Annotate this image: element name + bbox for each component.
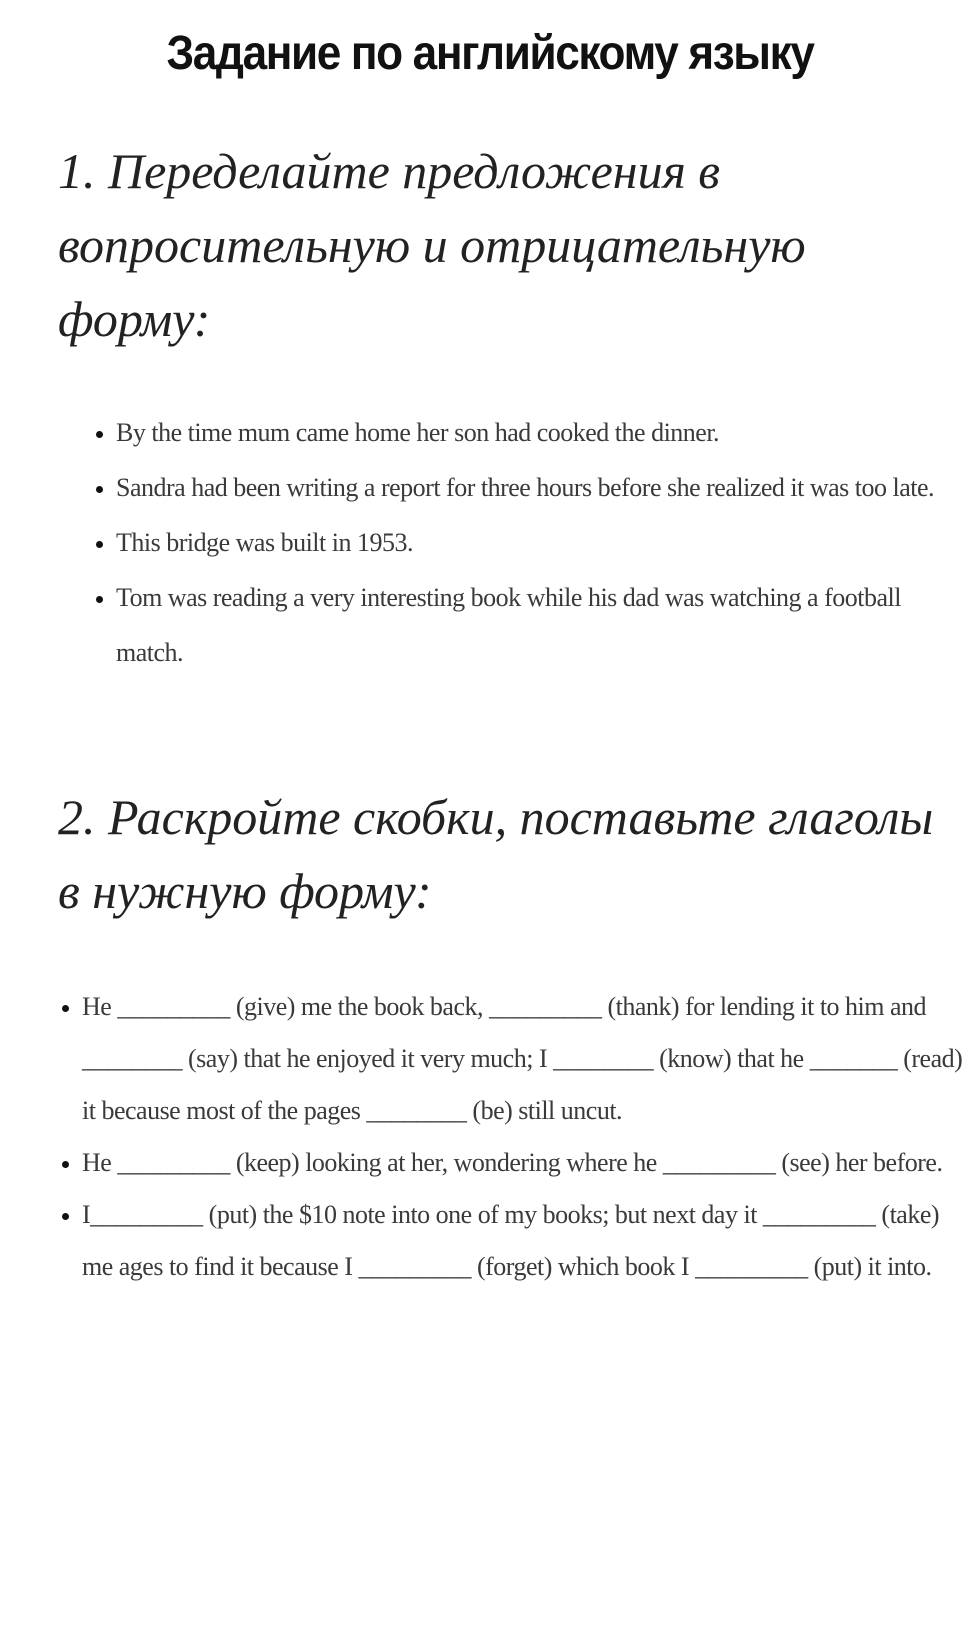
list-item: • Sandra had been writing a report for three hours before she realized it was too late. (116, 460, 966, 515)
section-1-list (78, 405, 966, 680)
list-item: • This bridge was built in 1953. (116, 515, 966, 570)
section-1-heading: 1. Переделайте предложения в вопросительную и отрицательную форму: (58, 143, 806, 347)
list-item: • He _________ (give) me the book back, _________ (thank) for lending it to him and ________ (say) that he enjoyed it very much; I ________ (know) that he _______ (read) it because most of the pages ________ (be) still uncut. (82, 981, 972, 1137)
list-item: • He _________ (keep) looking at her, wondering where he _________ (see) her before. (82, 1137, 972, 1189)
document-title: Задание по английскому языку (166, 27, 814, 80)
section-2-list (40, 981, 972, 1293)
section-2-heading: 2. Раскройте скобки, поставьте глаголы в нужную форму: (58, 789, 934, 919)
list-item: • Tom was reading a very interesting book while his dad was watching a football match. (116, 570, 966, 680)
list-item: • I_________ (put) the $10 note into one of my books; but next day it _________ (take) me ages to find it because I _________ (forget) which book I _________ (put) it into. (82, 1189, 972, 1293)
list-item: • By the time mum came home her son had cooked the dinner. (116, 405, 966, 460)
